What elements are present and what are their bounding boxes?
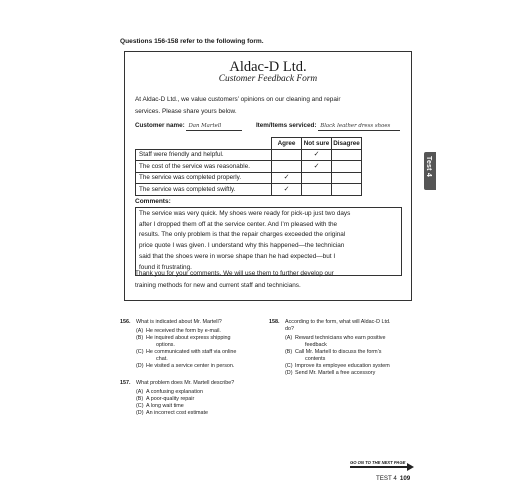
questions-intro: Questions 156-158 refer to the following form. (120, 38, 264, 45)
thanks-line: training methods for new and current staff and technicians. (135, 281, 301, 289)
option-text: contents (305, 356, 326, 362)
stem-line: do? (285, 326, 294, 332)
option-c[interactable] (136, 403, 286, 410)
option-text: options. (156, 342, 175, 348)
option-letter: (B) (285, 349, 293, 355)
table-row (136, 149, 362, 161)
option-b[interactable] (136, 396, 286, 403)
comment-line: after I dropped them off at the service center. And I’m pleased with the (139, 220, 338, 228)
footer-test: TEST 4 (376, 475, 397, 482)
answer-options[interactable] (136, 328, 286, 370)
option-text: A poor-quality repair (146, 396, 195, 402)
option-letter: (D) (136, 363, 144, 369)
option-c[interactable] (285, 363, 435, 370)
option-text: He communicated with staff via online (146, 349, 237, 355)
agree-cell: ✓ (272, 172, 302, 184)
form-intro-line: services. Please share yours below. (135, 107, 237, 115)
option-letter: (B) (136, 396, 144, 402)
option-text: Send Mr. Martell a free accessory (295, 370, 376, 376)
items-serviced-field: Black leather dress shoes (318, 122, 400, 131)
option-letter: (D) (285, 370, 293, 376)
option-d[interactable] (285, 370, 435, 377)
option-text: A confusing explanation (146, 389, 203, 395)
option-text: Improve its employee education system (295, 363, 390, 369)
section-tab (424, 152, 436, 190)
thanks-note (135, 268, 403, 291)
agree-cell: ✓ (272, 184, 302, 196)
option-text: He received the form by e-mail. (146, 328, 221, 334)
column-header-disagree: Disagree (332, 138, 362, 150)
option-text: He inquired about express shipping (146, 335, 231, 341)
question-stem (136, 319, 276, 326)
option-letter: (C) (285, 363, 293, 369)
option-a[interactable] (136, 328, 286, 335)
ratings-table (135, 137, 362, 196)
answer-options[interactable] (136, 389, 286, 417)
comments-label: Comments: (135, 198, 171, 205)
option-letter: (D) (136, 410, 144, 416)
thanks-line: Thank you for your comments. We will use them to further develop our (135, 270, 334, 277)
customer-name-label: Customer name: (135, 122, 185, 129)
option-d[interactable] (136, 363, 286, 370)
page-number: 109 (399, 475, 411, 482)
option-letter: (C) (136, 349, 144, 355)
question-number: 156. (120, 319, 131, 325)
section-tab-label: Test 4 (425, 156, 432, 177)
question-number: 158. (269, 319, 280, 325)
disagree-cell (332, 184, 362, 196)
option-text: An incorrect cost estimate (146, 410, 209, 416)
option-a[interactable] (136, 389, 286, 396)
answer-options[interactable] (285, 335, 435, 377)
form-subtitle: Customer Feedback Form (218, 74, 318, 84)
option-text: chat. (156, 356, 168, 362)
table-row (136, 184, 362, 196)
option-text: feedback (305, 342, 327, 348)
option-text: Call Mr. Martell to discuss the form’s (295, 349, 382, 355)
comment-line: said that the shoes were in worse shape than he had expected—but I (139, 252, 336, 260)
option-b[interactable] (136, 335, 286, 349)
option-letter: (A) (136, 328, 144, 334)
statement-cell: The service was completed properly. (136, 172, 272, 184)
option-letter: (A) (285, 335, 293, 341)
option-text: A long wait time (146, 403, 184, 409)
stem-line: What is indicated about Mr. Martell? (136, 319, 222, 325)
go-on-label: GO ON TO THE NEXT PAGE (350, 460, 406, 465)
feedback-form (124, 51, 412, 301)
column-header-agree: Agree (272, 138, 302, 150)
option-a[interactable] (285, 335, 435, 349)
comment-line: results. The only problem is that the repair charges exceeded the original (139, 231, 346, 239)
disagree-cell (332, 172, 362, 184)
agree-cell (272, 149, 302, 161)
agree-cell (272, 161, 302, 173)
option-text: Reward technicians who earn positive (295, 335, 386, 341)
option-d[interactable] (136, 410, 286, 417)
not-sure-cell (302, 184, 332, 196)
statement-cell: The cost of the service was reasonable. (136, 161, 272, 173)
question-stem (285, 319, 425, 333)
comment-line: found it frustrating. (139, 263, 192, 271)
option-letter: (A) (136, 389, 144, 395)
stem-line: What problem does Mr. Martell describe? (136, 380, 235, 386)
items-serviced-label: Item/Items serviced: (255, 122, 317, 129)
comment-line: price quote I was given. I understand why this happened—the technician (139, 242, 345, 250)
statement-cell: Staff were friendly and helpful. (136, 149, 272, 161)
option-letter: (B) (136, 335, 144, 341)
table-row (136, 161, 362, 173)
option-letter: (C) (136, 403, 144, 409)
comment-line: The service was very quick. My shoes were ready for pick-up just two days (139, 210, 351, 217)
disagree-cell (332, 161, 362, 173)
page-footer (376, 475, 410, 482)
comments-box (135, 207, 402, 276)
stem-line: According to the form, what will Aldac-D Ltd. (285, 319, 391, 325)
customer-name-field: Dan Martell (186, 122, 242, 131)
option-b[interactable] (285, 349, 435, 363)
column-header-not-sure: Not sure (302, 138, 332, 150)
question-stem (136, 380, 276, 387)
company-name: Aldac-D Ltd. (229, 59, 307, 75)
statement-cell: The service was completed swiftly. (136, 184, 272, 196)
disagree-cell (332, 149, 362, 161)
question-number: 157. (120, 380, 131, 386)
not-sure-cell: ✓ (302, 149, 332, 161)
customer-fields (135, 122, 400, 131)
option-c[interactable] (136, 349, 286, 363)
not-sure-cell: ✓ (302, 161, 332, 173)
not-sure-cell (302, 172, 332, 184)
option-text: He visited a service center in person. (146, 363, 235, 369)
right-arrow-icon (350, 466, 408, 468)
form-intro (135, 94, 403, 117)
form-intro-line: At Aldac-D Ltd., we value customers’ opinions on our cleaning and repair (135, 96, 341, 103)
table-row (136, 172, 362, 184)
